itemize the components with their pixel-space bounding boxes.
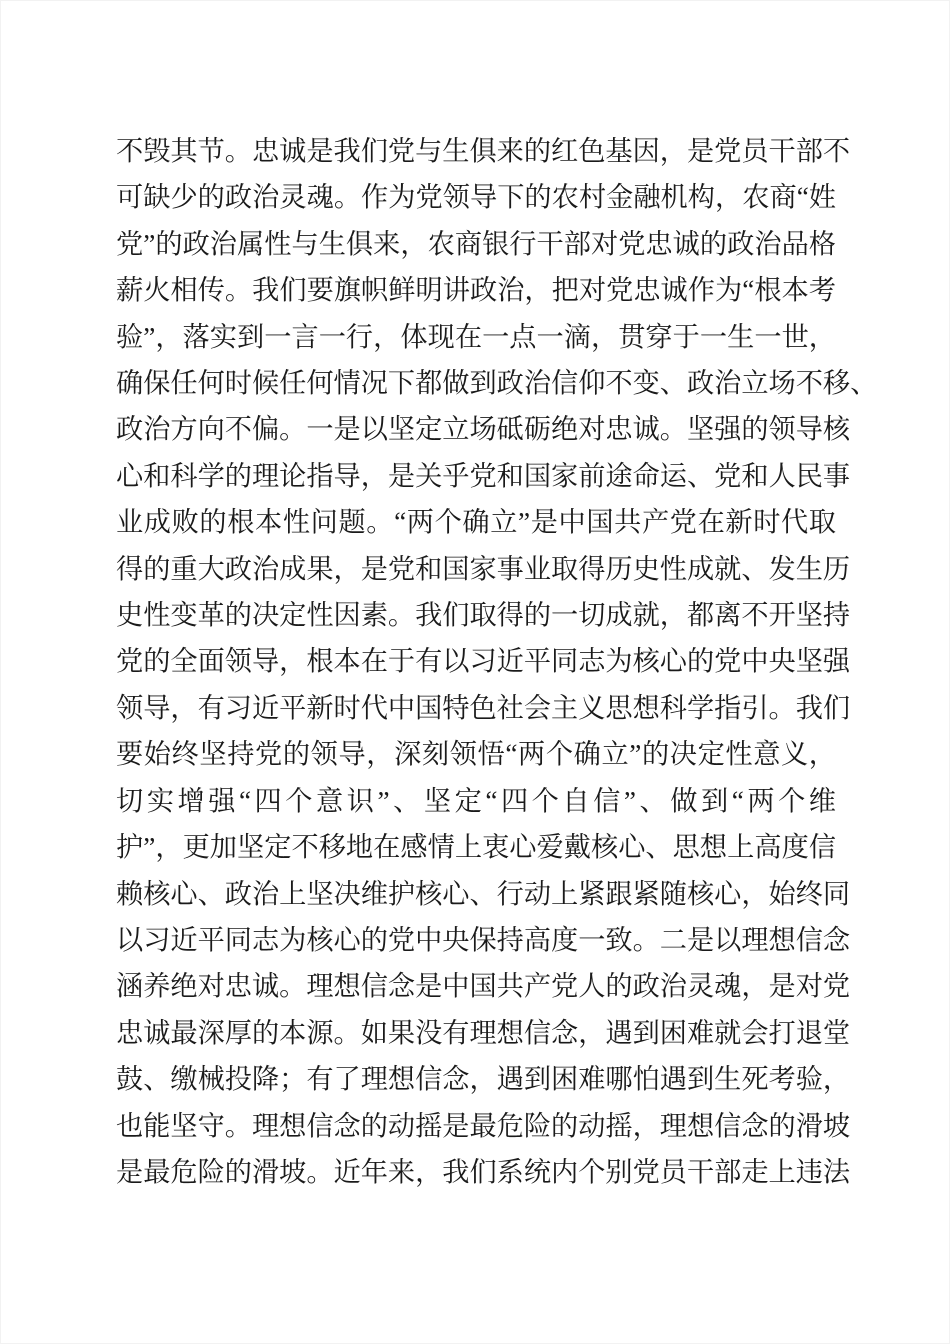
text-line: 赖核心、政治上坚决维护核心、行动上紧跟紧随核心，始终同	[116, 878, 851, 909]
text-line: 鼓、缴械投降；有了理想信念，遇到困难哪怕遇到生死考验，	[116, 1064, 851, 1095]
text-line: 党的全面领导，根本在于有以习近平同志为核心的党中央坚强	[116, 646, 851, 677]
text-line: 要始终坚持党的领导，深刻领悟“两个确立”的决定性意义，	[116, 739, 836, 770]
text-line: 史性变革的决定性因素。我们取得的一切成就，都离不开坚持	[116, 600, 851, 631]
text-line: 验”，落实到一言一行，体现在一点一滴，贯穿于一生一世，	[116, 321, 836, 352]
text-line: 不毁其节。忠诚是我们党与生俱来的红色基因，是党员干部不	[116, 136, 851, 166]
text-line: 切实增强“四个意识”、坚定“四个自信”、做到“两个维	[116, 785, 836, 816]
text-line: 领导，有习近平新时代中国特色社会主义思想科学指引。我们	[116, 692, 851, 723]
text-line: 忠诚最深厚的本源。如果没有理想信念，遇到困难就会打退堂	[116, 1017, 851, 1048]
text-line: 得的重大政治成果，是党和国家事业取得历史性成就、发生历	[116, 553, 851, 584]
text-line: 可缺少的政治灵魂。作为党领导下的农村金融机构，农商“姓	[116, 182, 836, 213]
document-body-text	[116, 128, 878, 1195]
text-line: 确保任何时候任何情况下都做到政治信仰不变、政治立场不移、	[116, 368, 878, 399]
text-line: 护”，更加坚定不移地在感情上衷心爱戴核心、思想上高度信	[116, 832, 836, 863]
text-line: 涵养绝对忠诚。理想信念是中国共产党人的政治灵魂，是对党	[116, 971, 851, 1002]
text-line: 也能坚守。理想信念的动摇是最危险的动摇，理想信念的滑坡	[116, 1110, 851, 1141]
text-line: 以习近平同志为核心的党中央保持高度一致。二是以理想信念	[116, 924, 851, 955]
text-line: 党”的政治属性与生俱来，农商银行干部对党忠诚的政治品格	[116, 228, 836, 259]
text-line: 政治方向不偏。一是以坚定立场砥砺绝对忠诚。坚强的领导核	[116, 414, 851, 445]
text-line: 是最危险的滑坡。近年来，我们系统内个别党员干部走上违法	[116, 1156, 851, 1187]
text-line: 薪火相传。我们要旗帜鲜明讲政治，把对党忠诚作为“根本考	[116, 275, 836, 306]
text-line: 业成败的根本性问题。“两个确立”是中国共产党在新时代取	[116, 507, 836, 538]
text-line: 心和科学的理论指导，是关乎党和国家前途命运、党和人民事	[116, 460, 851, 491]
